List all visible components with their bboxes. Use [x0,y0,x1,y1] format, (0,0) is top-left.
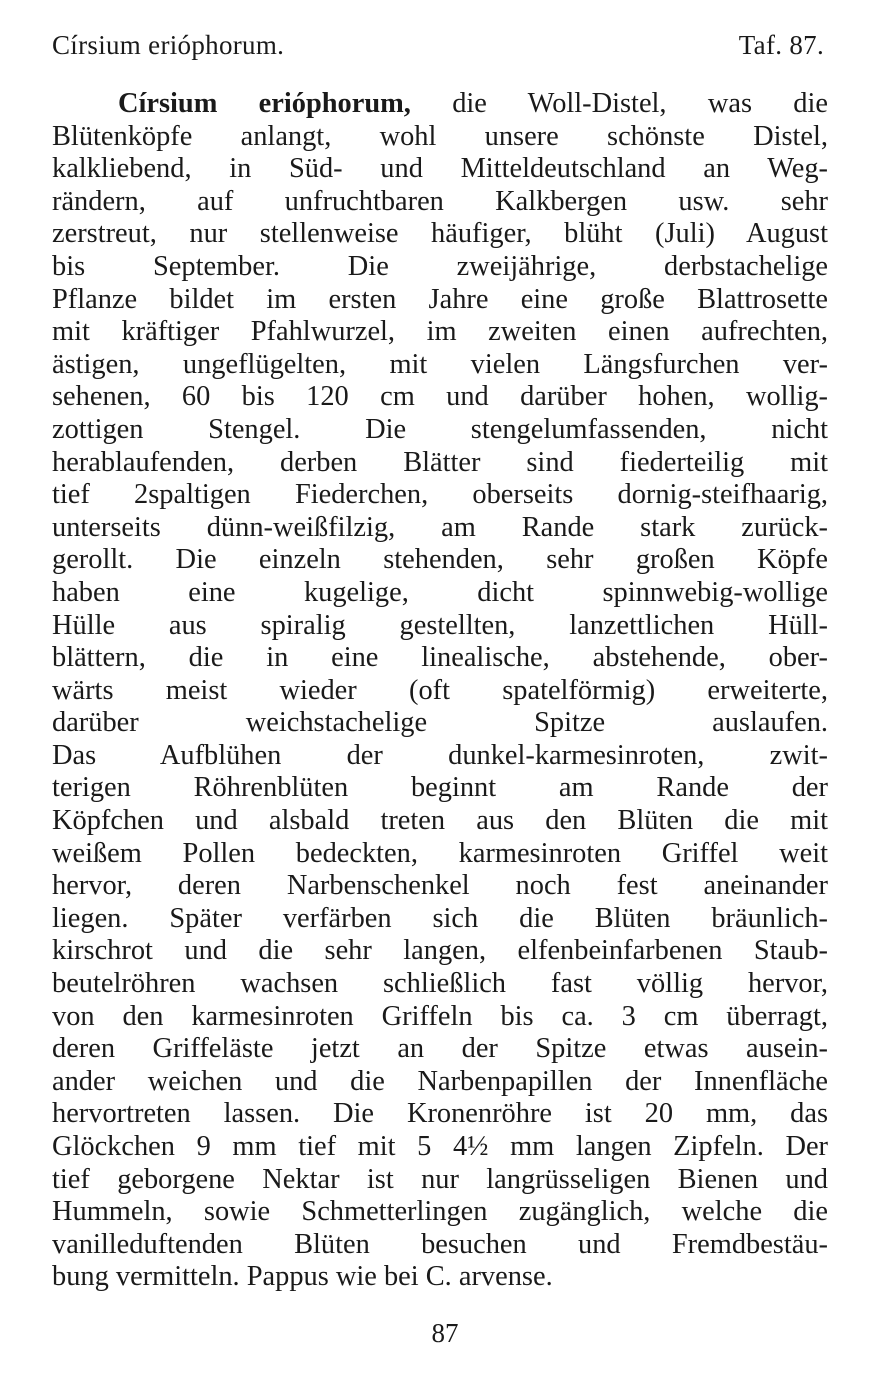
text-line: beutelröhren wachsen schließlich fast völlig hervor, [52,968,828,1000]
text-line: Köpfchen und alsbald treten aus den Blüten die mit [52,805,828,837]
text-line: mit kräftiger Pfahlwurzel, im zweiten einen aufrechten, [52,316,828,348]
text-line-rest: die Woll-Distel, was die [452,88,828,119]
text-line: Pflanze bildet im ersten Jahre eine große Blattrosette [52,283,828,315]
text-line: von den karmesinroten Griffeln bis ca. 3 cm überragt, [52,1000,828,1032]
text-line: unterseits dünn-weißfilzig, am Rande stark zurück- [52,511,828,543]
text-line: ästigen, ungeflügelten, mit vielen Längsfurchen ver- [52,348,828,380]
text-line: kirschrot und die sehr langen, elfenbeinfarbenen Staub- [52,935,828,967]
text-line: bis September. Die zweijährige, derbstachelige [52,250,828,282]
text-line: tief 2spaltigen Fiederchen, oberseits dornig-steifhaarig, [52,479,828,511]
text-line: herablaufenden, derben Blätter sind fiederteilig mit [52,446,828,478]
text-line: deren Griffeläste jetzt an der Spitze etwas ausein- [52,1033,828,1065]
species-name-bold: Círsium erióphorum, [118,88,411,119]
body-paragraph [52,88,828,1294]
text-line [52,88,828,121]
text-line: Hummeln, sowie Schmetterlingen zugänglich, welche die [52,1196,828,1228]
text-line: darüber weichstachelige Spitze auslaufen. [52,707,828,739]
text-line: blättern, die in eine linealische, abstehende, ober- [52,642,828,674]
running-head [52,30,824,70]
text-line: Hülle aus spiralig gestellten, lanzettlichen Hüll- [52,609,828,641]
running-head-title: Círsium erióphorum. [52,30,285,60]
text-line: terigen Röhrenblüten beginnt am Rande der [52,772,828,804]
text-line-last: bung vermitteln. Pappus wie bei C. arvense. [52,1261,553,1293]
text-line: hervor, deren Narbenschenkel noch fest aneinander [52,870,828,902]
page-number: 87 [431,1318,459,1348]
text-line: zottigen Stengel. Die stengelumfassenden, nicht [52,413,828,445]
text-line: rändern, auf unfruchtbaren Kalkbergen usw. sehr [52,185,828,217]
text-line: wärts meist wieder (oft spatelförmig) erweiterte, [52,674,828,706]
text-line: kalkliebend, in Süd- und Mitteldeutschland an Weg- [52,153,828,185]
plate-reference: Taf. 87. [738,30,824,60]
text-line: weißem Pollen bedeckten, karmesinroten Griffel weit [52,837,828,869]
text-line: Blütenköpfe anlangt, wohl unsere schönste Distel, [52,120,828,152]
text-line: liegen. Später verfärben sich die Blüten bräunlich- [52,902,828,934]
text-line: vanilleduftenden Blüten besuchen und Fremdbestäu- [52,1228,828,1260]
text-line: haben eine kugelige, dicht spinnwebig-wollige [52,576,828,608]
text-line: hervortreten lassen. Die Kronenröhre ist 20 mm, das [52,1098,828,1130]
text-line: tief geborgene Nektar ist nur langrüsseligen Bienen und [52,1163,828,1195]
text-line: Glöckchen 9 mm tief mit 5 4½ mm langen Zipfeln. Der [52,1131,828,1162]
text-line: ander weichen und die Narbenpapillen der Innenfläche [52,1065,828,1097]
text-line: sehenen, 60 bis 120 cm und darüber hohen, wollig- [52,381,828,413]
text-line: zerstreut, nur stellenweise häufiger, blüht (Juli) August [52,218,828,250]
text-line: gerollt. Die einzeln stehenden, sehr großen Köpfe [52,544,828,576]
text-line: Das Aufblühen der dunkel-karmesinroten, zwit- [52,739,828,771]
